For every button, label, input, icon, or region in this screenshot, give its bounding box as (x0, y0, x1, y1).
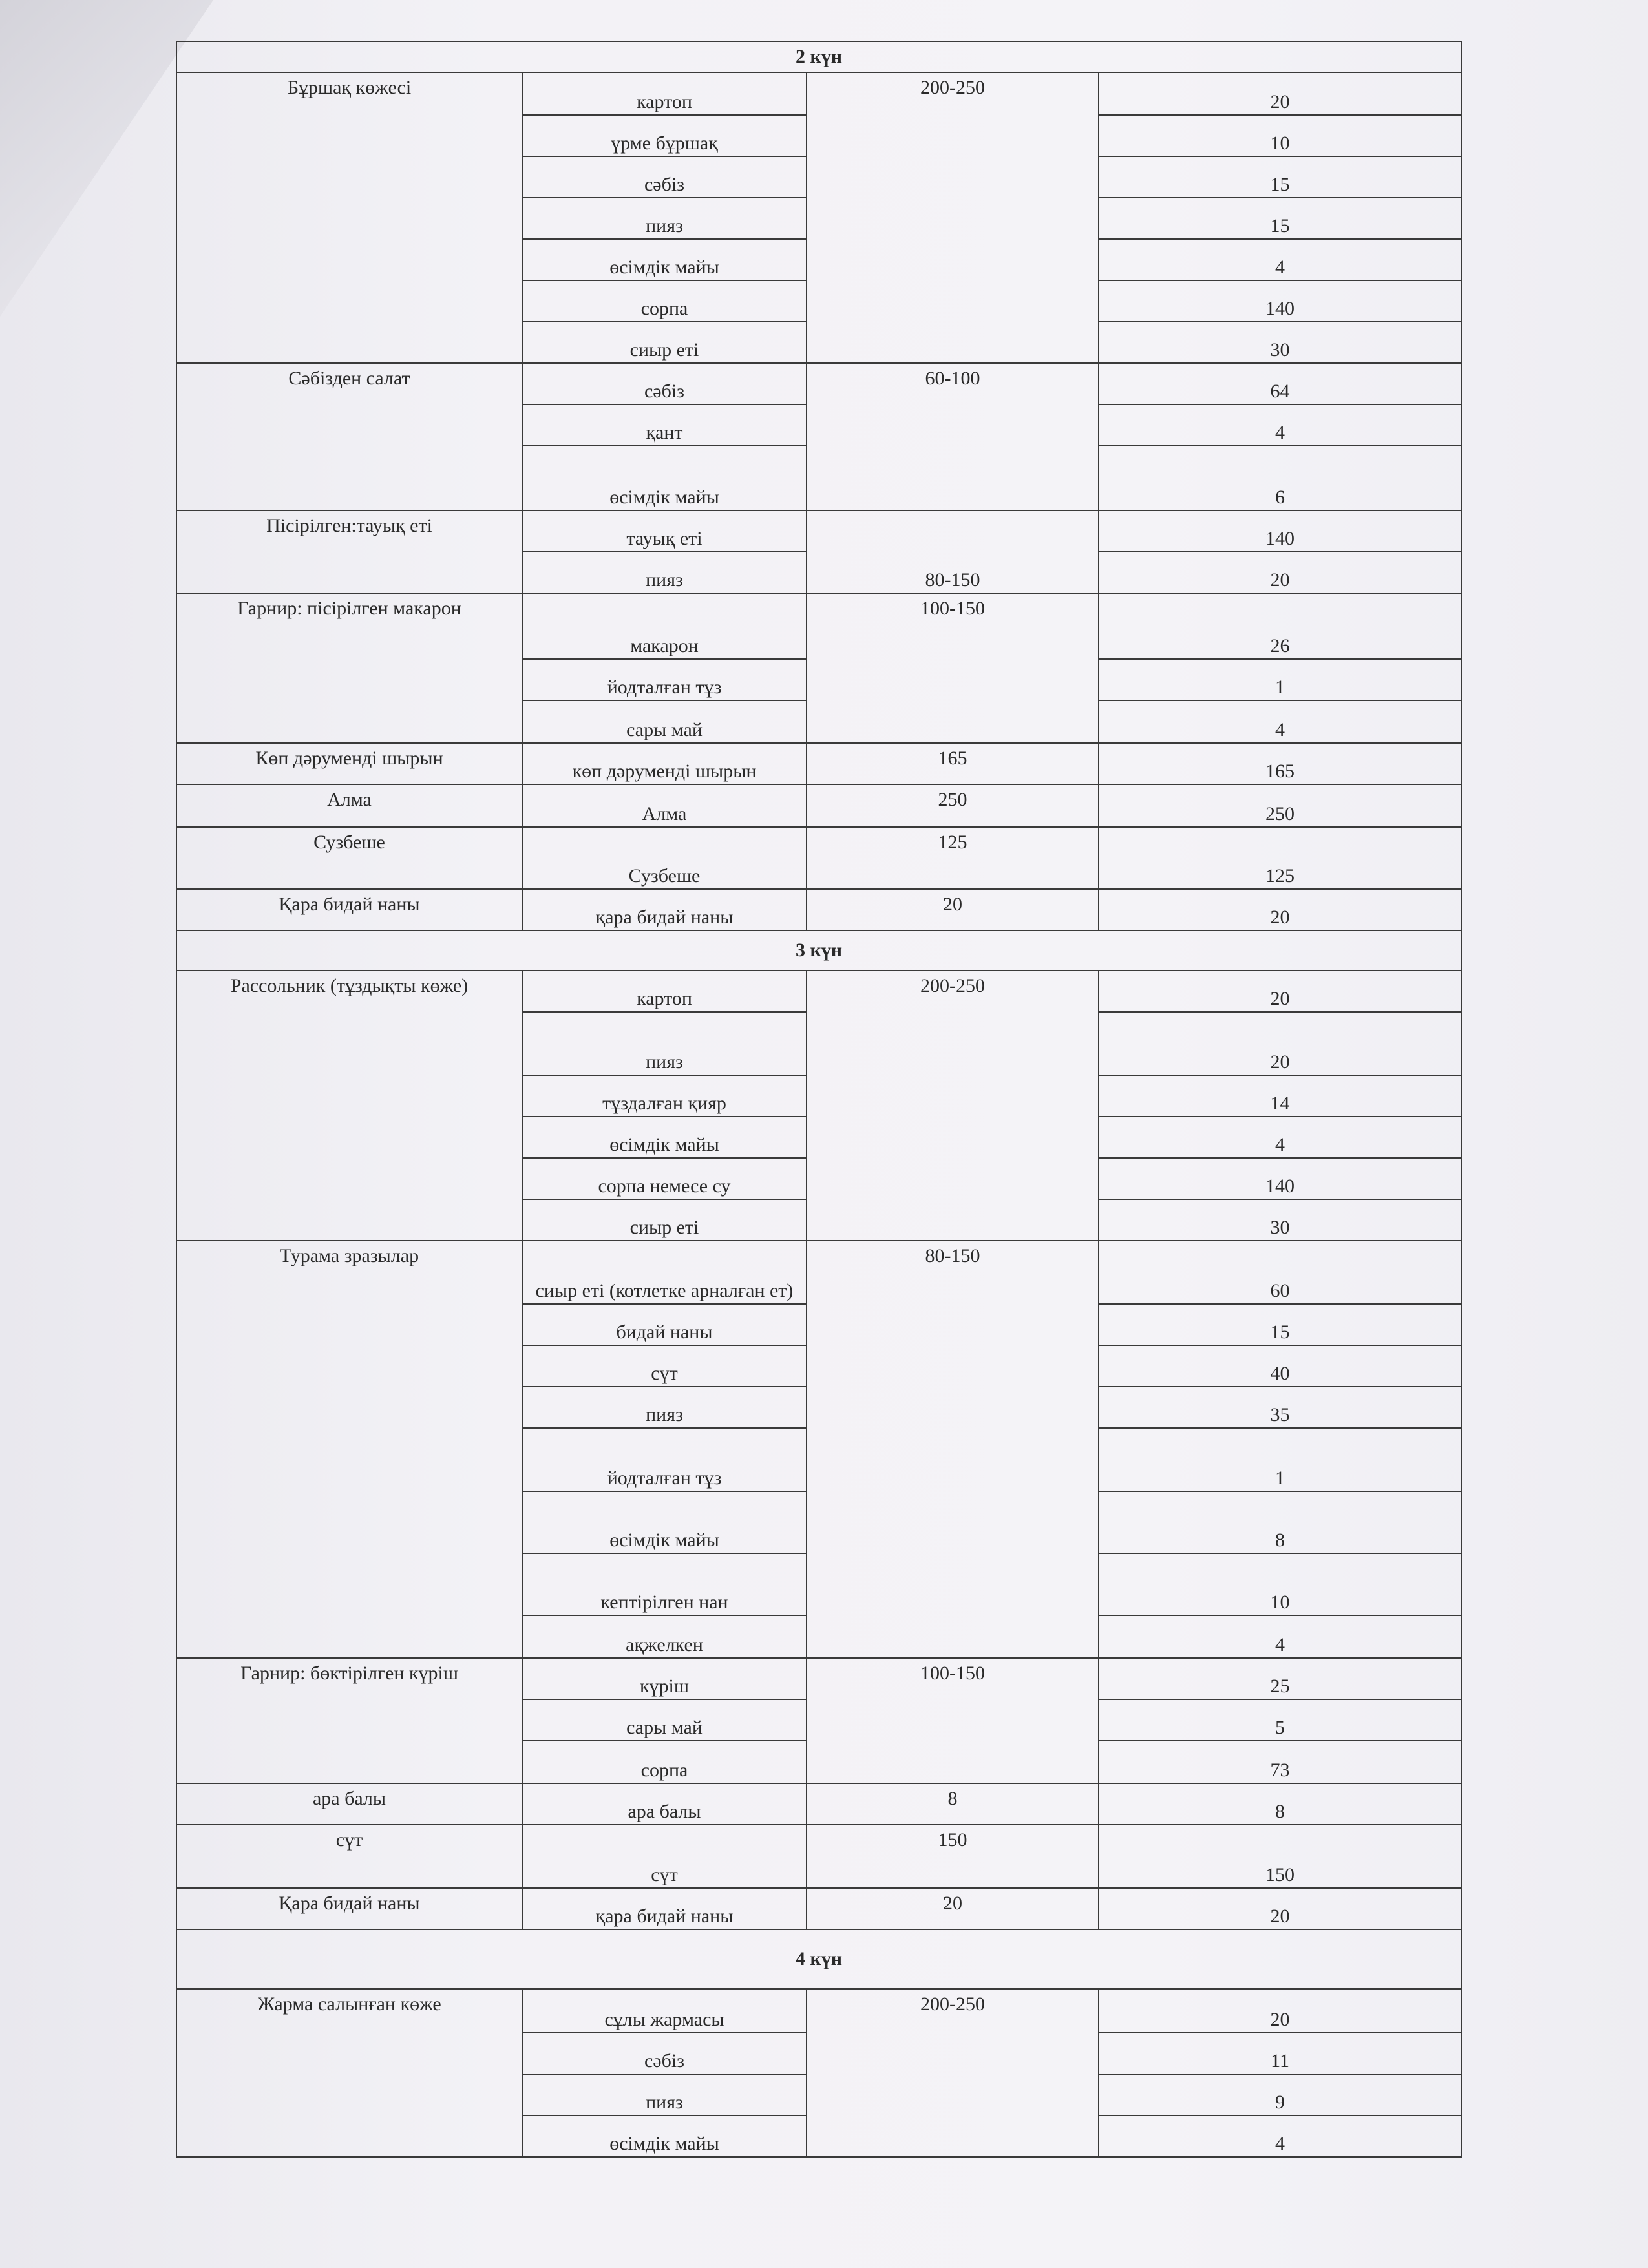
ingredient-amount: 15 (1099, 198, 1461, 239)
dish-yield: 8 (807, 1783, 1099, 1825)
ingredient-name: өсімдік майы (522, 2116, 807, 2157)
ingredient-amount: 165 (1099, 743, 1461, 784)
ingredient-amount: 20 (1099, 72, 1461, 115)
dish-name: Көп дәруменді шырын (176, 743, 522, 784)
ingredient-amount: 15 (1099, 1304, 1461, 1345)
ingredient-name: өсімдік майы (522, 446, 807, 510)
dish-name: Бұршақ көжесі (176, 72, 522, 363)
ingredient-name: күріш (522, 1658, 807, 1699)
dish-yield: 250 (807, 784, 1099, 827)
ingredient-row (176, 784, 1461, 827)
ingredient-amount: 150 (1099, 1825, 1461, 1888)
ingredient-amount: 4 (1099, 1615, 1461, 1658)
ingredient-name: сәбіз (522, 156, 807, 198)
ingredient-name: йодталған тұз (522, 659, 807, 700)
dish-yield: 20 (807, 1888, 1099, 1929)
ingredient-name: сиыр еті (522, 322, 807, 363)
ingredient-name: сүт (522, 1825, 807, 1888)
dish-name: Гарнир: бөктірілген күріш (176, 1658, 522, 1783)
dish-name: Гарнир: пісірілген макарон (176, 593, 522, 743)
dish-name: Турама зразылар (176, 1241, 522, 1658)
ingredient-amount: 125 (1099, 827, 1461, 889)
ingredient-amount: 9 (1099, 2074, 1461, 2116)
ingredient-row (176, 593, 1461, 659)
ingredient-amount: 11 (1099, 2033, 1461, 2074)
dish-yield: 80-150 (807, 1241, 1099, 1658)
ingredient-amount: 60 (1099, 1241, 1461, 1304)
ingredient-name: көп дәруменді шырын (522, 743, 807, 784)
ingredient-amount: 20 (1099, 1989, 1461, 2033)
ingredient-row (176, 1783, 1461, 1825)
ingredient-name: сорпа (522, 280, 807, 322)
dish-yield: 100-150 (807, 1658, 1099, 1783)
ingredient-amount: 30 (1099, 322, 1461, 363)
ingredient-name: ара балы (522, 1783, 807, 1825)
ingredient-amount: 4 (1099, 700, 1461, 743)
menu-table (176, 41, 1462, 2158)
dish-name: Жарма салынған көже (176, 1989, 522, 2157)
ingredient-name: ақжелкен (522, 1615, 807, 1658)
ingredient-amount: 6 (1099, 446, 1461, 510)
ingredient-amount: 250 (1099, 784, 1461, 827)
dish-yield: 100-150 (807, 593, 1099, 743)
ingredient-amount: 20 (1099, 889, 1461, 930)
ingredient-name: макарон (522, 593, 807, 659)
ingredient-amount: 26 (1099, 593, 1461, 659)
ingredient-amount: 20 (1099, 1012, 1461, 1075)
dish-yield: 60-100 (807, 363, 1099, 510)
ingredient-amount: 10 (1099, 115, 1461, 156)
ingredient-name: пияз (522, 198, 807, 239)
ingredient-amount: 20 (1099, 1888, 1461, 1929)
ingredient-name: сорпа (522, 1741, 807, 1783)
dish-yield: 125 (807, 827, 1099, 889)
dish-name: Пісірілген:тауық еті (176, 510, 522, 593)
dish-yield: 200-250 (807, 971, 1099, 1241)
ingredient-amount: 8 (1099, 1491, 1461, 1553)
ingredient-name: өсімдік майы (522, 1491, 807, 1553)
day-header-row (176, 1929, 1461, 1989)
ingredient-row (176, 1241, 1461, 1304)
ingredient-name: сүт (522, 1345, 807, 1387)
dish-name: Сузбеше (176, 827, 522, 889)
ingredient-amount: 4 (1099, 239, 1461, 280)
ingredient-name: картоп (522, 72, 807, 115)
ingredient-amount: 140 (1099, 280, 1461, 322)
dish-name: Қара бидай наны (176, 889, 522, 930)
ingredient-name: Сузбеше (522, 827, 807, 889)
ingredient-name: тұздалған қияр (522, 1075, 807, 1117)
ingredient-name: сұлы жармасы (522, 1989, 807, 2033)
ingredient-name: өсімдік майы (522, 239, 807, 280)
dish-yield: 20 (807, 889, 1099, 930)
ingredient-amount: 20 (1099, 971, 1461, 1012)
ingredient-row (176, 1888, 1461, 1929)
dish-name: Қара бидай наны (176, 1888, 522, 1929)
dish-name: ара балы (176, 1783, 522, 1825)
ingredient-name: сәбіз (522, 2033, 807, 2074)
day-header: 2 күн (176, 41, 1461, 72)
dish-yield: 150 (807, 1825, 1099, 1888)
ingredient-name: пияз (522, 2074, 807, 2116)
ingredient-name: Алма (522, 784, 807, 827)
dish-yield: 200-250 (807, 72, 1099, 363)
ingredient-row (176, 1658, 1461, 1699)
ingredient-name: картоп (522, 971, 807, 1012)
ingredient-name: пияз (522, 1012, 807, 1075)
ingredient-amount: 40 (1099, 1345, 1461, 1387)
ingredient-name: сары май (522, 1699, 807, 1741)
dish-yield: 80-150 (807, 510, 1099, 593)
ingredient-name: қара бидай наны (522, 1888, 807, 1929)
dish-yield: 200-250 (807, 1989, 1099, 2157)
ingredient-row (176, 827, 1461, 889)
ingredient-row (176, 743, 1461, 784)
ingredient-amount: 10 (1099, 1553, 1461, 1615)
ingredient-row (176, 510, 1461, 552)
ingredient-amount: 4 (1099, 2116, 1461, 2157)
ingredient-amount: 8 (1099, 1783, 1461, 1825)
ingredient-name: тауық еті (522, 510, 807, 552)
ingredient-name: кептірілген нан (522, 1553, 807, 1615)
dish-name: сүт (176, 1825, 522, 1888)
ingredient-amount: 140 (1099, 510, 1461, 552)
ingredient-name: сары май (522, 700, 807, 743)
ingredient-row (176, 363, 1461, 404)
dish-name: Алма (176, 784, 522, 827)
ingredient-amount: 1 (1099, 659, 1461, 700)
ingredient-name: үрме бұршақ (522, 115, 807, 156)
ingredient-amount: 64 (1099, 363, 1461, 404)
ingredient-amount: 5 (1099, 1699, 1461, 1741)
ingredient-amount: 14 (1099, 1075, 1461, 1117)
ingredient-name: сорпа немесе су (522, 1158, 807, 1199)
ingredient-name: қара бидай наны (522, 889, 807, 930)
ingredient-amount: 30 (1099, 1199, 1461, 1241)
ingredient-row (176, 971, 1461, 1012)
ingredient-name: пияз (522, 552, 807, 593)
ingredient-amount: 1 (1099, 1428, 1461, 1491)
ingredient-amount: 4 (1099, 1117, 1461, 1158)
day-header-row (176, 41, 1461, 72)
ingredient-amount: 20 (1099, 552, 1461, 593)
ingredient-amount: 73 (1099, 1741, 1461, 1783)
ingredient-name: өсімдік майы (522, 1117, 807, 1158)
ingredient-name: сиыр еті (522, 1199, 807, 1241)
day-header-row (176, 930, 1461, 971)
ingredient-name: сәбіз (522, 363, 807, 404)
ingredient-name: йодталған тұз (522, 1428, 807, 1491)
ingredient-name: пияз (522, 1387, 807, 1428)
menu-table-body (176, 41, 1461, 2157)
ingredient-name: қант (522, 404, 807, 446)
ingredient-amount: 25 (1099, 1658, 1461, 1699)
ingredient-amount: 140 (1099, 1158, 1461, 1199)
ingredient-name: бидай наны (522, 1304, 807, 1345)
ingredient-amount: 4 (1099, 404, 1461, 446)
ingredient-row (176, 1825, 1461, 1888)
dish-name: Сәбізден салат (176, 363, 522, 510)
day-header: 4 күн (176, 1929, 1461, 1989)
ingredient-row (176, 889, 1461, 930)
ingredient-row (176, 1989, 1461, 2033)
ingredient-row (176, 72, 1461, 115)
ingredient-amount: 15 (1099, 156, 1461, 198)
day-header: 3 күн (176, 930, 1461, 971)
dish-name: Рассольник (тұздықты көже) (176, 971, 522, 1241)
dish-yield: 165 (807, 743, 1099, 784)
ingredient-name: сиыр еті (котлетке арналған ет) (522, 1241, 807, 1304)
ingredient-amount: 35 (1099, 1387, 1461, 1428)
